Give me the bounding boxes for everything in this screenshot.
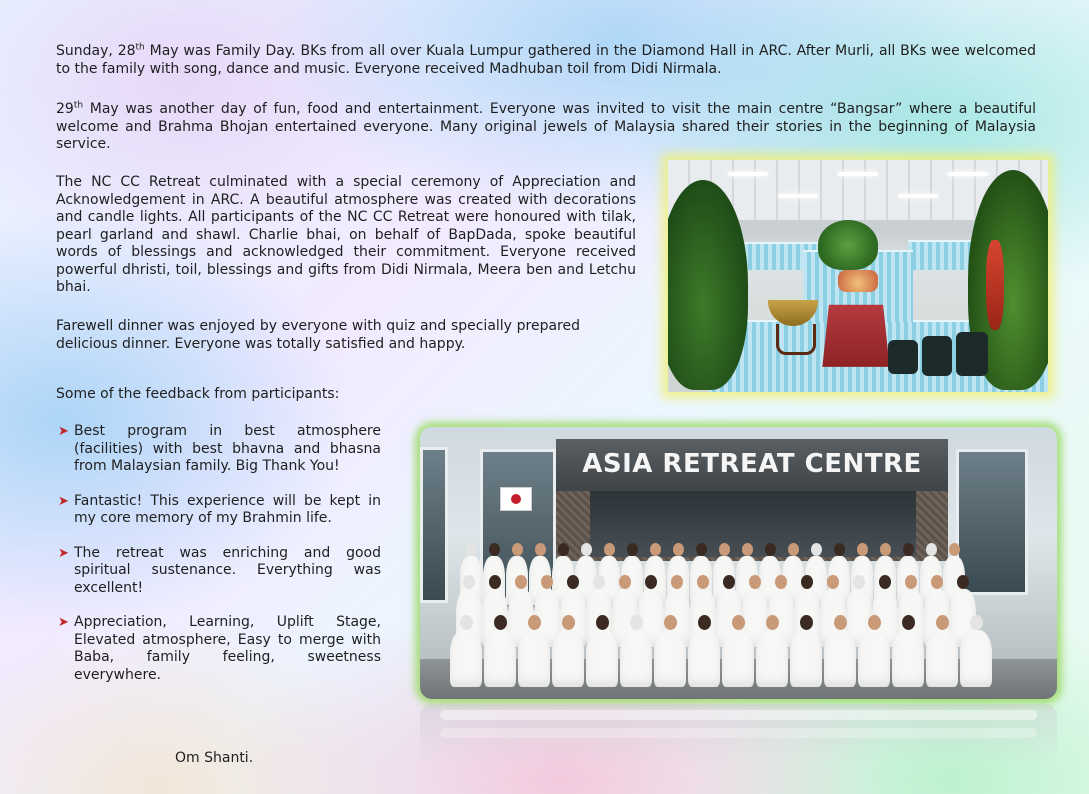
flower-centerpiece (838, 270, 878, 292)
person-head (834, 615, 847, 630)
person-head (460, 615, 473, 630)
feedback-list (56, 423, 381, 701)
person-head (645, 575, 657, 589)
person-head (936, 615, 949, 630)
stacked-plates (956, 332, 988, 376)
person-head (697, 575, 709, 589)
person-head (650, 543, 661, 556)
person-head (558, 543, 569, 556)
person-head (604, 543, 615, 556)
person-head (719, 543, 730, 556)
person-head (957, 575, 969, 589)
person-head (528, 615, 541, 630)
ceiling-light (948, 172, 988, 176)
ceiling-light (728, 172, 768, 176)
arrowhead-bullet-icon: ➤ (58, 545, 69, 561)
signboard-text: ASIA RETREAT CENTRE (582, 449, 922, 479)
reflection-band (440, 710, 1037, 720)
person-head (596, 615, 609, 630)
building-signboard (556, 439, 948, 491)
person-head (541, 575, 553, 589)
person (518, 630, 550, 687)
person-head (801, 575, 813, 589)
person-head (698, 615, 711, 630)
closing-text: Om Shanti. (175, 750, 254, 766)
japan-flag (500, 487, 532, 511)
paragraph-family-day: Sunday, 28th May was Family Day. BKs from all over Kuala Lumpur gathered in the Diamond Hall in ARC. After Murli, all BKs wee welcomed to the family with song, dance and music. Everyone received Madhuban toil from Didi Nirmala. (56, 42, 1036, 77)
heliconia-flower (986, 240, 1004, 330)
ceiling-light (838, 172, 878, 176)
person-head (926, 543, 937, 556)
person-head (766, 615, 779, 630)
red-table-runner (822, 305, 889, 367)
person (756, 630, 788, 687)
person (824, 630, 856, 687)
paragraph-appreciation-ceremony: The NC CC Retreat culminated with a special ceremony of Appreciation and Acknowledgement in ARC. A beautiful atmosphere was created with decorations and candle lights. All participants of the NC CC Retreat were honoured with tilak, pearl garland and shawl. Charlie bhai, on behalf of BapDada, spoke beautiful words of blessings and acknowledged their commitment. Everyone received powerful dhristi, toil, blessings and gifts from Didi Nirmala, Meera ben and Letchu bhai. (56, 174, 636, 295)
plant-center (818, 220, 878, 270)
list-item: ➤ Fantastic! This experience will be kept in my core memory of my Brahmin life. (58, 492, 381, 526)
person-head (931, 575, 943, 589)
person-head (489, 543, 500, 556)
arrowhead-bullet-icon: ➤ (58, 424, 69, 439)
person-head (463, 575, 475, 589)
person-head (775, 575, 787, 589)
person-head (619, 575, 631, 589)
list-item: ➤ Best program in best atmosphere (facilities) with best bhavna and bhasna from Malaysian family. Big Thank You! (58, 423, 381, 474)
person (892, 630, 924, 687)
person-head (696, 543, 707, 556)
person (790, 630, 822, 687)
stacked-plates (888, 340, 918, 374)
person-head (827, 575, 839, 589)
person (586, 630, 618, 687)
person-head (512, 543, 523, 556)
feedback-heading: Some of the feedback from participants: (56, 386, 340, 402)
ceiling-light (898, 194, 938, 198)
arrowhead-bullet-icon: ➤ (58, 493, 69, 509)
person (484, 630, 516, 687)
person (620, 630, 652, 687)
person-head (515, 575, 527, 589)
person-head (671, 575, 683, 589)
person-head (732, 615, 745, 630)
list-item: ➤ The retreat was enriching and good spiritual sustenance. Everything was excellent! (58, 544, 381, 596)
person (926, 630, 958, 687)
person-head (800, 615, 813, 630)
person-head (742, 543, 753, 556)
person-head (535, 543, 546, 556)
person-head (880, 543, 891, 556)
person-head (593, 575, 605, 589)
dining-hall-photo (668, 160, 1048, 392)
person-head (489, 575, 501, 589)
person-head (673, 543, 684, 556)
person-head (627, 543, 638, 556)
person (688, 630, 720, 687)
person (960, 630, 992, 687)
person (722, 630, 754, 687)
person-head (903, 543, 914, 556)
person-head (562, 615, 575, 630)
person-head (857, 543, 868, 556)
list-item: ➤ Appreciation, Learning, Uplift Stage, Elevated atmosphere, Easy to merge with Baba, family feeling, sweetness everywhere. (58, 614, 381, 683)
person (654, 630, 686, 687)
person-head (853, 575, 865, 589)
wooden-stand (776, 324, 816, 355)
photo-reflection (420, 704, 1057, 764)
reflection-band (440, 728, 1037, 738)
person-head (970, 615, 983, 630)
person-head (581, 543, 592, 556)
person-head (949, 543, 960, 556)
person-head (466, 543, 477, 556)
person-head (868, 615, 881, 630)
person-head (834, 543, 845, 556)
building-window (956, 449, 1028, 595)
person-head (905, 575, 917, 589)
ceiling-light (778, 194, 818, 198)
stacked-plates (922, 336, 952, 376)
person-head (902, 615, 915, 630)
person-head (723, 575, 735, 589)
group-photo (420, 427, 1057, 699)
person-head (664, 615, 677, 630)
paragraph-bangsar-visit: 29th May was another day of fun, food and entertainment. Everyone was invited to visit the main centre “Bangsar” where a beautiful welcome and Brahma Bhojan entertained everyone. Many original jewels of Malaysia shared their stories in the beginning of Malaysia service. (56, 100, 1036, 152)
person (858, 630, 890, 687)
person-head (749, 575, 761, 589)
arrowhead-bullet-icon: ➤ (58, 615, 69, 630)
person-head (879, 575, 891, 589)
person-head (788, 543, 799, 556)
person-head (567, 575, 579, 589)
person (450, 630, 482, 687)
person-head (630, 615, 643, 630)
person-head (765, 543, 776, 556)
person-head (811, 543, 822, 556)
person (552, 630, 584, 687)
paragraph-farewell-dinner: Farewell dinner was enjoyed by everyone with quiz and specially prepared delicious dinner. Everyone was totally satisfied and happy. (56, 318, 580, 352)
building-window (420, 447, 448, 603)
person-head (494, 615, 507, 630)
